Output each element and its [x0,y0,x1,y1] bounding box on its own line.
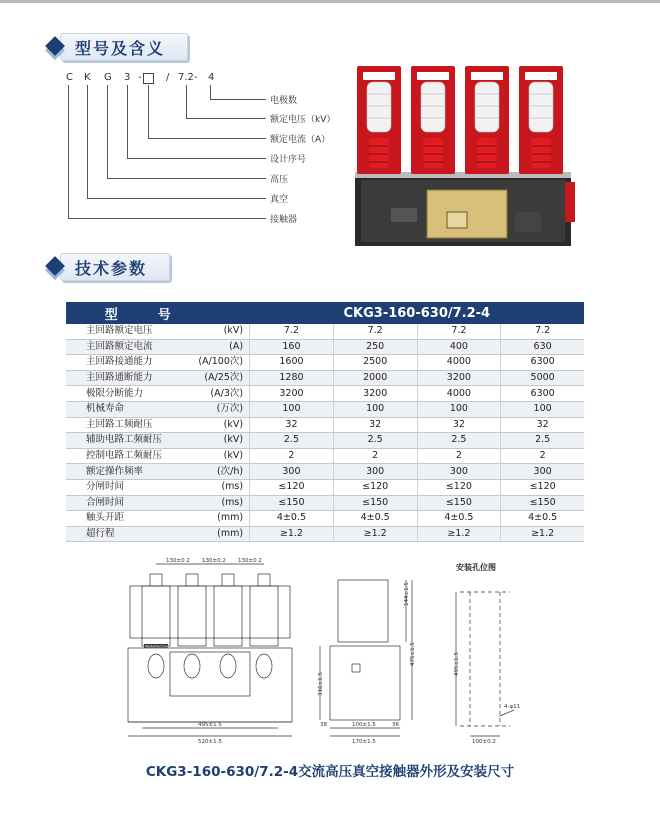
dim-w-left: 38 [320,722,327,728]
legend-vacuum: 真空 [270,195,289,205]
spec-param-name [66,479,250,495]
spec-param-name [66,370,250,386]
code-3: 3 [124,72,131,83]
spec-param-label: 超行程 [86,528,115,540]
spec-param-unit: (A) [229,340,244,352]
legend-design-no: 设计序号 [270,155,307,165]
spec-param-label: 主回路额定电流 [86,340,153,352]
spec-value-cell: ≤150 [250,495,334,511]
spec-param-unit: (kV) [223,434,244,446]
spec-value-cell: 3200 [250,386,334,402]
spec-value-cell: ≥1.2 [250,526,334,542]
spec-param-label: 机械寿命 [86,403,125,415]
spec-value-cell: 2.5 [417,433,501,449]
dim-h1: 144±1.5 [404,582,410,606]
spec-param-unit: (A/3次) [210,387,244,399]
spec-value-cell: ≥1.2 [501,526,584,542]
spec-row [66,324,584,339]
spec-param-label: 主回路接通能力 [86,356,153,368]
spec-param-name [66,511,250,527]
side-view-upper [338,580,388,642]
spec-value-cell: 3200 [333,386,417,402]
dim-w-right: 36 [392,722,399,728]
spec-row [66,479,584,495]
spec-value-cell: 6300 [501,355,584,371]
dim-w-total: 170±1.5 [352,739,376,745]
section-title-model: 型号及含义 [60,33,188,61]
spec-row [66,370,584,386]
spec-value-cell: ≤120 [333,479,417,495]
dim-h3: 316±1.5 [318,672,324,696]
spec-param-name [66,526,250,542]
legend-current: 额定电流（A） [270,135,331,145]
spec-value-cell: ≤120 [501,479,584,495]
legend-voltage: 额定电压（kV） [270,115,336,125]
spec-param-name [66,448,250,464]
spec-param-unit: (kV) [223,418,244,430]
front-view-upper [130,586,290,638]
code-slash: / [166,72,170,83]
code-g: G [104,72,112,83]
top-rule [0,0,660,3]
spec-param-unit: (kV) [223,325,244,337]
spec-value-cell: ≤120 [250,479,334,495]
spec-param-label: 合闸时间 [86,496,125,508]
spec-value-cell: 7.2 [417,324,501,339]
spec-value-cell: 160 [250,339,334,355]
spec-table [66,302,584,542]
spec-value-cell: 2.5 [250,433,334,449]
code-dash-1: - [138,72,142,83]
spec-value-cell: 4±0.5 [250,511,334,527]
spec-value-cell: 32 [501,417,584,433]
spec-value-cell: ≤150 [417,495,501,511]
header-model-value: CKG3-160-630/7.2-4 [250,302,584,324]
code-dash-2: - [194,72,198,83]
spec-table-header [66,302,584,324]
spec-param-unit: (万次) [216,403,244,415]
spec-value-cell: ≤120 [417,479,501,495]
spec-value-cell: 2 [333,448,417,464]
spec-value-cell: 2.5 [333,433,417,449]
spec-param-unit: (mm) [217,512,244,524]
drawing-caption: CKG3-160-630/7.2-4交流高压真空接触器外形及安装尺寸 [145,764,515,780]
spec-value-cell: 2 [501,448,584,464]
spec-value-cell: 300 [417,464,501,480]
spec-value-cell: 2.5 [501,433,584,449]
legend-contactor: 接触器 [270,215,298,225]
spec-value-cell: 400 [417,339,501,355]
spec-param-name [66,433,250,449]
current-placeholder-box [143,73,154,84]
front-view-lower [128,648,292,722]
spec-value-cell: 7.2 [333,324,417,339]
spec-param-unit: (A/25次) [204,372,244,384]
section-header-spec [46,252,170,282]
spec-param-unit: (A/100次) [198,356,244,368]
spec-param-label: 辅助电路工频耐压 [86,434,163,446]
dimension-drawings [120,556,540,756]
code-k: K [84,72,91,83]
spec-row [66,448,584,464]
spec-value-cell: 2000 [333,370,417,386]
spec-param-name [66,339,250,355]
spec-value-cell: 32 [250,417,334,433]
spec-param-label: 控制电路工频耐压 [86,450,163,462]
spec-param-unit: (mm) [217,528,244,540]
spec-param-name [66,355,250,371]
spec-param-name [66,386,250,402]
section-header-model [46,32,188,62]
code-poles: 4 [208,72,215,83]
spec-row [66,417,584,433]
spec-row [66,495,584,511]
product-photo [347,62,579,252]
spec-value-cell: 300 [250,464,334,480]
spec-value-cell: ≥1.2 [333,526,417,542]
spec-value-cell: 250 [333,339,417,355]
header-model-label: 型号 [66,302,250,324]
spec-value-cell: 100 [417,401,501,417]
spec-value-cell: 1280 [250,370,334,386]
spec-value-cell: 4±0.5 [501,511,584,527]
spec-param-label: 分闸时间 [86,481,125,493]
spec-value-cell: 4000 [417,355,501,371]
spec-value-cell: 300 [333,464,417,480]
dim-pitch-3: 130±0.2 [238,558,262,564]
spec-param-label: 触头开距 [86,512,125,524]
dim-mount-height: 495±1.5 [454,652,460,676]
spec-value-cell: 7.2 [250,324,334,339]
spec-param-label: 主回路工频耐压 [86,418,153,430]
spec-value-cell: 4±0.5 [333,511,417,527]
mount-title: 安装孔位图 [456,563,496,572]
spec-param-name [66,495,250,511]
dim-h2: 475±1.5 [410,642,416,666]
dim-mount-hole: 4-φ11 [504,704,521,710]
spec-value-cell: 100 [333,401,417,417]
spec-param-name [66,401,250,417]
spec-value-cell: 4000 [417,386,501,402]
dim-w-mid: 100±1.5 [352,722,376,728]
spec-value-cell: 100 [250,401,334,417]
spec-param-name [66,417,250,433]
spec-row [66,401,584,417]
dim-width-inner: 495±1.5 [198,722,222,728]
spec-value-cell: 2500 [333,355,417,371]
dim-mount-width: 100±0.2 [472,739,496,745]
spec-param-label: 主回路通断能力 [86,372,153,384]
spec-param-label: 极限分断能力 [86,387,144,399]
spec-param-unit: (ms) [221,481,244,493]
spec-row [66,355,584,371]
spec-value-cell: 4±0.5 [417,511,501,527]
spec-value-cell: 3200 [417,370,501,386]
spec-value-cell: ≤150 [501,495,584,511]
dim-pitch-2: 130±0.2 [202,558,226,564]
nameplate-text: ModelFactory [145,644,169,649]
spec-row [66,464,584,480]
spec-row [66,339,584,355]
spec-param-label: 主回路额定电压 [86,325,153,337]
spec-value-cell: 300 [501,464,584,480]
spec-row [66,511,584,527]
spec-value-cell: 32 [417,417,501,433]
dim-width-outer: 520±1.5 [198,739,222,745]
spec-param-unit: (ms) [221,496,244,508]
legend-high-voltage: 高压 [270,175,289,185]
spec-value-cell: 6300 [501,386,584,402]
spec-value-cell: 5000 [501,370,584,386]
spec-value-cell: 2 [417,448,501,464]
dim-pitch-1: 130±0.2 [166,558,190,564]
spec-value-cell: ≥1.2 [417,526,501,542]
spec-value-cell: 1600 [250,355,334,371]
legend-poles: 电极数 [270,96,298,106]
spec-value-cell: 7.2 [501,324,584,339]
spec-value-cell: 100 [501,401,584,417]
spec-value-cell: 32 [333,417,417,433]
spec-param-label: 额定操作频率 [86,465,144,477]
spec-param-unit: (kV) [223,450,244,462]
spec-param-name [66,324,250,339]
code-c: C [66,72,73,83]
spec-value-cell: ≤150 [333,495,417,511]
section-title-spec: 技术参数 [60,253,170,281]
spec-param-unit: (次/h) [216,465,244,477]
spec-value-cell: 630 [501,339,584,355]
spec-param-name [66,464,250,480]
spec-row [66,526,584,542]
spec-row [66,386,584,402]
spec-value-cell: 2 [250,448,334,464]
spec-row [66,433,584,449]
side-view-lower [330,646,400,720]
code-voltage: 7.2 [178,72,194,83]
